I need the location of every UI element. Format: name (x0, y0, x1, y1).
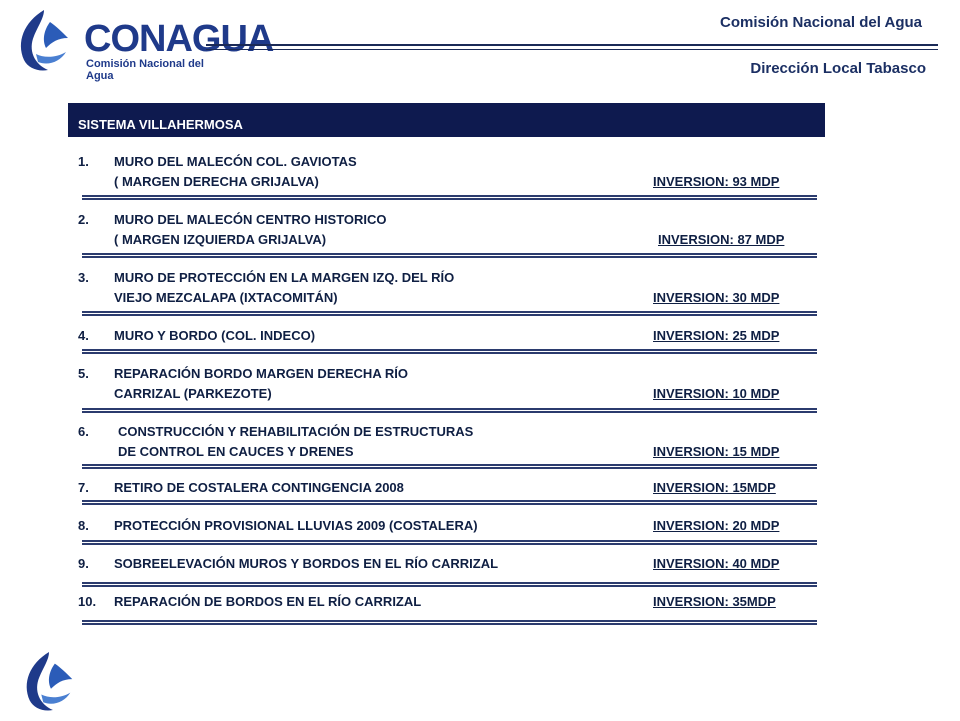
item-investment: INVERSION: 20 MDP (653, 518, 780, 533)
separator (82, 311, 817, 316)
item-title: REPARACIÓN BORDO MARGEN DERECHA RÍO (114, 366, 408, 381)
separator (82, 464, 817, 469)
item-number: 1. (78, 154, 89, 169)
header-title: Comisión Nacional del Agua (720, 14, 922, 31)
item-investment: INVERSION: 30 MDP (653, 290, 780, 305)
logo-subtitle: Comisión Nacional del Agua (86, 58, 204, 82)
item-subtitle: ( MARGEN DERECHA GRIJALVA) (114, 174, 319, 189)
item-title: PROTECCIÓN PROVISIONAL LLUVIAS 2009 (COSTALERA) (114, 518, 478, 533)
item-investment: INVERSION: 93 MDP (653, 174, 780, 189)
item-title: MURO DEL MALECÓN CENTRO HISTORICO (114, 212, 387, 227)
separator (82, 500, 817, 505)
item-title: MURO Y BORDO (COL. INDECO) (114, 328, 316, 343)
item-investment: INVERSION: 15 MDP (653, 444, 780, 459)
separator (82, 582, 817, 587)
item-subtitle: CARRIZAL (PARKEZOTE) (114, 386, 272, 401)
header-rule-2 (206, 49, 938, 50)
item-investment: INVERSION: 10 MDP (653, 386, 780, 401)
item-number: 3. (78, 270, 89, 285)
item-number: 6. (78, 424, 89, 439)
item-title: SOBREELEVACIÓN MUROS Y BORDOS EN EL RÍO CARRIZAL (114, 556, 499, 571)
item-investment: INVERSION: 40 MDP (653, 556, 780, 571)
conagua-emblem-icon (20, 646, 80, 716)
header-subtitle: Dirección Local Tabasco (750, 60, 926, 77)
item-title: MURO DEL MALECÓN COL. GAVIOTAS (114, 154, 357, 169)
conagua-emblem-bottom (20, 646, 80, 716)
item-number: 8. (78, 518, 89, 533)
item-investment: INVERSION: 25 MDP (653, 328, 780, 343)
item-investment: INVERSION: 15MDP (653, 480, 776, 495)
banner-label: SISTEMA VILLAHERMOSA (78, 117, 243, 132)
separator (82, 195, 817, 200)
item-title: REPARACIÓN DE BORDOS EN EL RÍO CARRIZAL (114, 594, 422, 609)
item-title: RETIRO DE COSTALERA CONTINGENCIA 2008 (114, 480, 404, 495)
item-subtitle: DE CONTROL EN CAUCES Y DRENES (118, 444, 354, 459)
conagua-emblem-icon (14, 8, 76, 72)
separator (82, 620, 817, 625)
section-banner (68, 103, 825, 137)
separator (82, 349, 817, 354)
separator (82, 408, 817, 413)
item-number: 10. (78, 594, 97, 609)
item-number: 5. (78, 366, 89, 381)
item-title: MURO DE PROTECCIÓN EN LA MARGEN IZQ. DEL RÍO (114, 270, 455, 285)
item-title: CONSTRUCCIÓN Y REHABILITACIÓN DE ESTRUCTURAS (118, 424, 474, 439)
item-number: 7. (78, 480, 89, 495)
item-number: 9. (78, 556, 89, 571)
header-rule-1 (206, 44, 938, 46)
separator (82, 253, 817, 258)
logo-name: CONAGUA (84, 18, 274, 60)
separator (82, 540, 817, 545)
conagua-logo (14, 8, 274, 82)
item-number: 2. (78, 212, 89, 227)
item-number: 4. (78, 328, 89, 343)
item-investment: INVERSION: 35MDP (653, 594, 776, 609)
item-investment: INVERSION: 87 MDP (658, 232, 785, 247)
item-subtitle: ( MARGEN IZQUIERDA GRIJALVA) (114, 232, 327, 247)
item-subtitle: VIEJO MEZCALAPA (IXTACOMITÁN) (114, 290, 338, 305)
